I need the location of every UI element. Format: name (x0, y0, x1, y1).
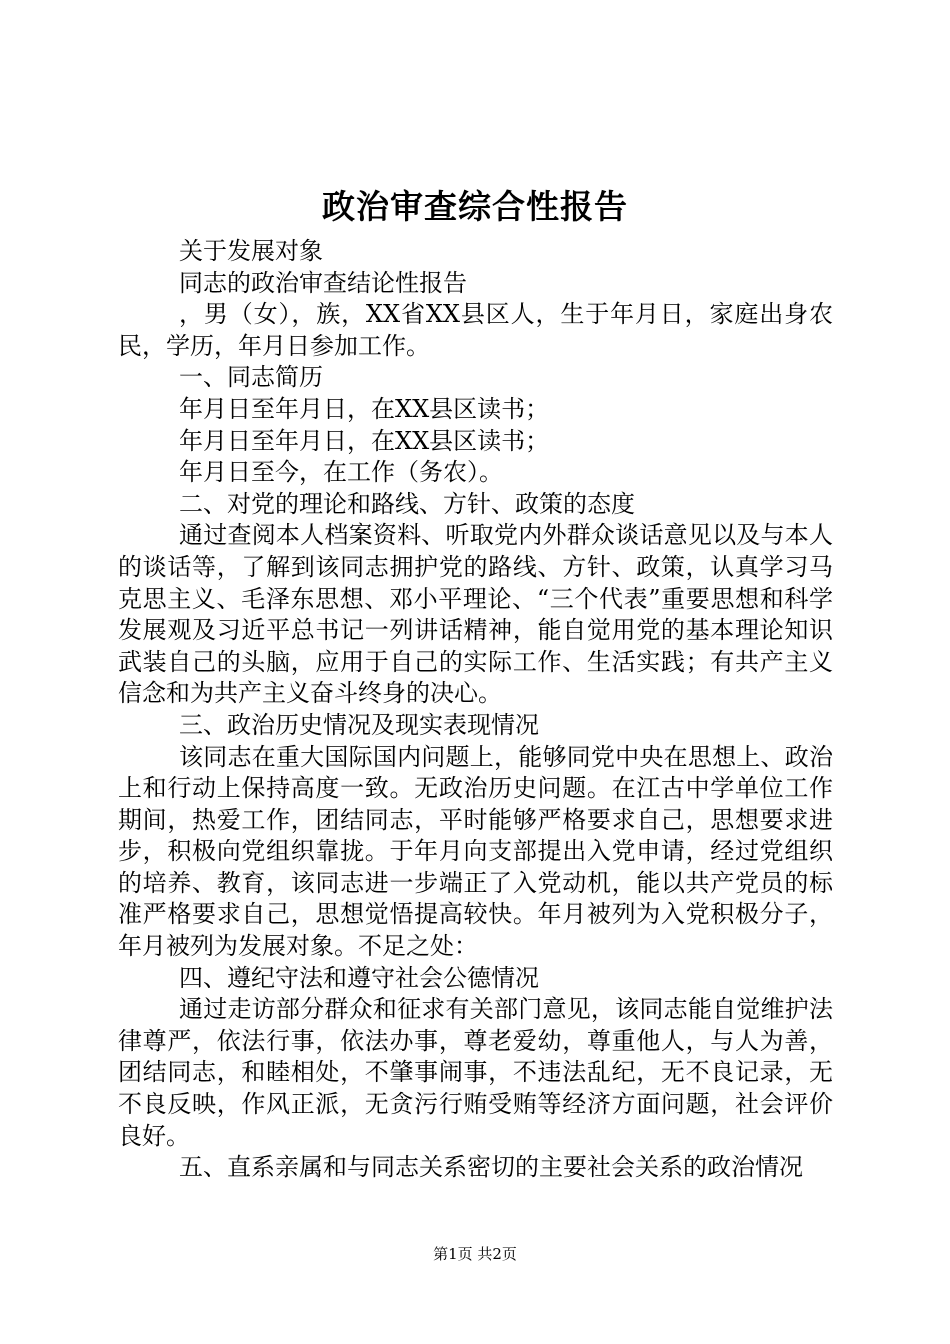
section-heading-law: 四、遵纪守法和遵守社会公德情况 (179, 963, 539, 992)
resume-entry-2: 年月日至年月日，在XX县区读书； (179, 426, 550, 455)
paragraph-subtitle: 同志的政治审查结论性报告 (179, 268, 467, 297)
document-body (118, 236, 833, 1184)
paragraph-law: 通过走访部分群众和征求有关部门意见，该同志能自觉维护法律尊严，依法行事，依法办事，尊老爱幼，尊重他人，与人为善，团结同志，和睦相处，不肇事闹事，不违法乱纪，无不良记录，无不良反映，作风正派，无贪污行贿受贿等经济方面问题，社会评价良好。 (118, 995, 833, 1150)
document-title: 政治审查综合性报告 (322, 187, 628, 226)
section-heading-attitude: 二、对党的理论和路线、方针、政策的态度 (179, 489, 635, 518)
paragraph-basic-info: ，男（女），族，XX省XX县区人，生于年月日，家庭出身农民，学历，年月日参加工作。 (118, 300, 833, 360)
section-heading-history: 三、政治历史情况及现实表现情况 (179, 710, 539, 739)
paragraph-attitude: 通过查阅本人档案资料、听取党内外群众谈话意见以及与本人的谈话等，了解到该同志拥护党的路线、方针、政策，认真学习马克思主义、毛泽东思想、邓小平理论、“三个代表”重要思想和科学发展观及习近平总书记一列讲话精神，能自觉用党的基本理论知识武装自己的头脑，应用于自己的实际工作、生活实践；有共产主义信念和为共产主义奋斗终身的决心。 (118, 521, 833, 708)
section-heading-resume: 一、同志简历 (179, 363, 323, 392)
section-heading-relatives: 五、直系亲属和与同志关系密切的主要社会关系的政治情况 (179, 1153, 803, 1182)
paragraph-intro: 关于发展对象 (179, 237, 323, 265)
resume-entry-1: 年月日至年月日，在XX县区读书； (179, 394, 550, 423)
paragraph-history: 该同志在重大国际国内问题上，能够同党中央在思想上、政治上和行动上保持高度一致。无政治历史问题。在江古中学单位工作期间，热爱工作，团结同志，平时能够严格要求自己，思想要求进步，积极向党组织靠拢。于年月向支部提出入党申请，经过党组织的培养、教育，该同志进一步端正了入党动机，能以共产党员的标准严格要求自己，思想觉悟提高较快。年月被列为入党积极分子，年月被列为发展对象。不足之处： (118, 742, 833, 961)
resume-entry-3: 年月日至今，在工作（务农）。 (179, 458, 503, 487)
page-number-footer: 第1页 共2页 (433, 1245, 517, 1263)
